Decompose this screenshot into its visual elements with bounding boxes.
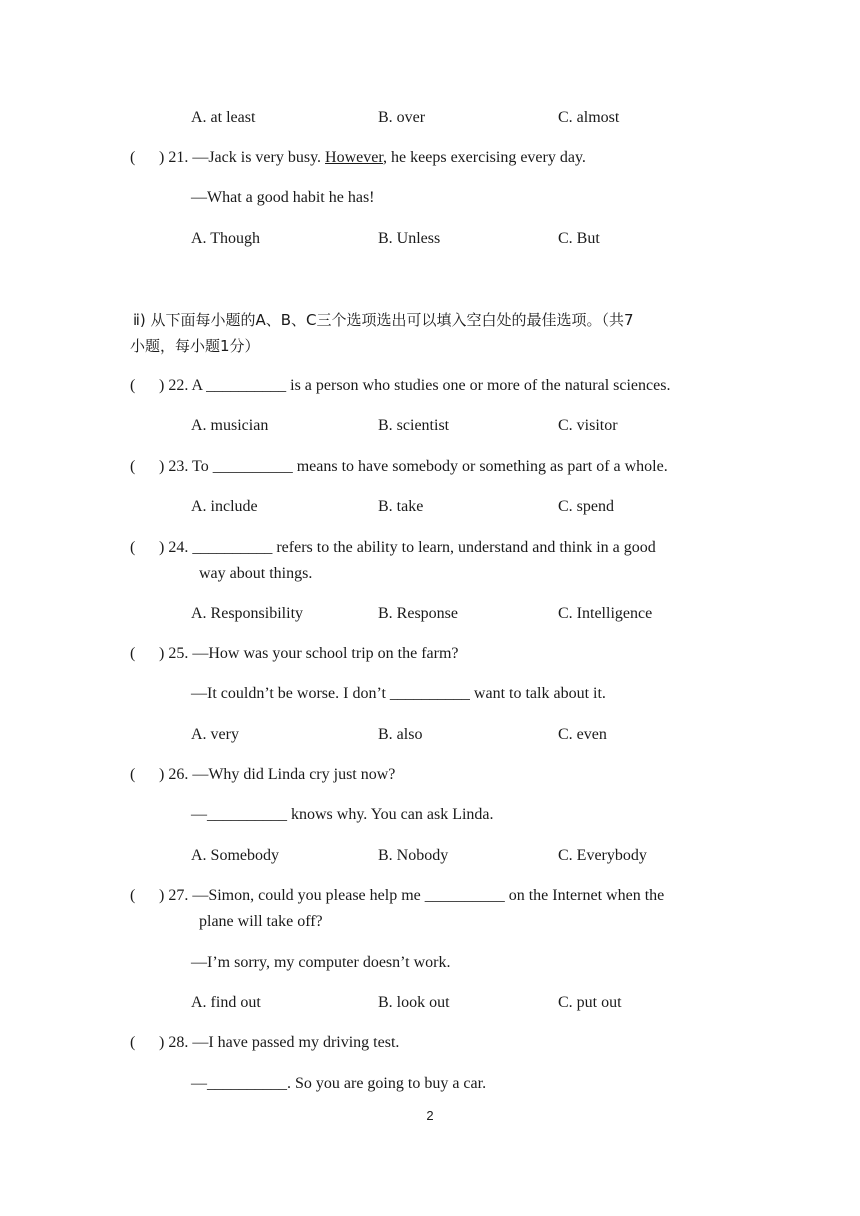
q22-answer-paren: ( <box>130 377 136 394</box>
q26-option-b: B. Nobody <box>378 847 449 864</box>
q21-stem <box>159 148 586 168</box>
q21-option-a: A. Though <box>191 230 261 247</box>
q24-answer-paren: ( <box>130 539 136 556</box>
q21-option-c: C. But <box>558 230 600 247</box>
q26-reply: —__________ knows why. You can ask Linda. <box>191 806 494 823</box>
q22-stem: ) 22. A __________ is a person who studies one or more of the natural sciences. <box>159 377 671 394</box>
q25-answer-paren: ( <box>130 645 136 662</box>
q24-stem: ) 24. __________ refers to the ability to learn, understand and think in a good <box>159 539 656 556</box>
q27-option-b: B. look out <box>378 994 450 1011</box>
q20-option-c: C. almost <box>558 109 620 126</box>
q25-reply: —It couldn’t be worse. I don’t __________ want to talk about it. <box>191 685 606 702</box>
q23-option-b: B. take <box>378 498 424 515</box>
q27-stem: ) 27. —Simon, could you please help me __________ on the Internet when the <box>159 887 665 904</box>
q21-reply: —What a good habit he has! <box>191 189 375 206</box>
q21-stem-pre: ) 21. —Jack is very busy. <box>159 149 326 166</box>
q24-option-a: A. Responsibility <box>191 605 304 622</box>
section-instruction-line1: ⅱ) 从下面每小题的A、B、C三个选项选出可以填入空白处的最佳选项。（共7 <box>133 311 634 329</box>
q25-option-c: C. even <box>558 726 607 743</box>
q27-answer-paren: ( <box>130 887 136 904</box>
q21-option-b: B. Unless <box>378 230 441 247</box>
q28-stem: ) 28. —I have passed my driving test. <box>159 1034 400 1051</box>
q25-option-a: A. very <box>191 726 239 743</box>
q28-reply: —__________. So you are going to buy a car. <box>191 1075 487 1092</box>
q20-option-b: B. over <box>378 109 426 126</box>
q24-stem-continued: way about things. <box>199 565 313 582</box>
q24-option-c: C. Intelligence <box>558 605 653 622</box>
q22-option-a: A. musician <box>191 417 269 434</box>
section-instruction-line2: 小题，每小题1分） <box>130 337 260 355</box>
q27-option-c: C. put out <box>558 994 622 1011</box>
q28-answer-paren: ( <box>130 1034 136 1051</box>
q22-option-c: C. visitor <box>558 417 618 434</box>
q23-option-c: C. spend <box>558 498 614 515</box>
q27-option-a: A. find out <box>191 994 261 1011</box>
q24-option-b: B. Response <box>378 605 458 622</box>
q25-stem: ) 25. —How was your school trip on the farm? <box>159 645 459 662</box>
q25-option-b: B. also <box>378 726 423 743</box>
q26-stem: ) 26. —Why did Linda cry just now? <box>159 766 396 783</box>
q20-option-a: A. at least <box>191 109 256 126</box>
q26-option-a: A. Somebody <box>191 847 279 864</box>
q22-option-b: B. scientist <box>378 417 450 434</box>
q26-option-c: C. Everybody <box>558 847 647 864</box>
page-number: 2 <box>426 1108 434 1123</box>
q23-stem: ) 23. To __________ means to have somebody or something as part of a whole. <box>159 458 668 475</box>
q23-option-a: A. include <box>191 498 258 515</box>
q27-stem-continued: plane will take off? <box>199 913 323 930</box>
q21-stem-post: , he keeps exercising every day. <box>383 149 586 166</box>
q26-answer-paren: ( <box>130 766 136 783</box>
q27-reply: —I’m sorry, my computer doesn’t work. <box>191 954 451 971</box>
q23-answer-paren: ( <box>130 458 136 475</box>
q21-answer-paren: ( <box>130 149 136 166</box>
q21-underlined-word: However <box>325 149 384 166</box>
